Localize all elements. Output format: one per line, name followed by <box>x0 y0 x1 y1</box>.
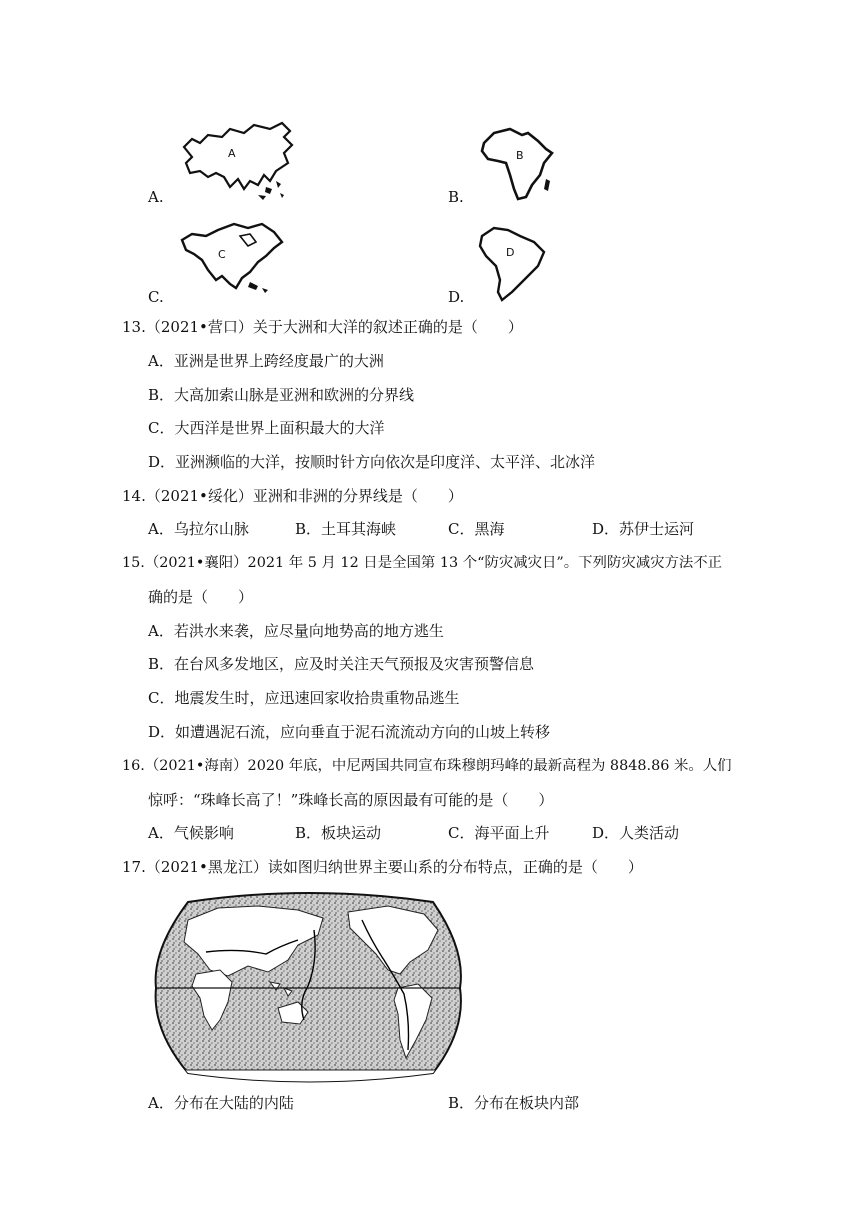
q16-option-a[interactable]: A．气候影响 <box>148 824 234 842</box>
q12-option-a[interactable] <box>148 115 298 210</box>
asia-map-icon <box>178 115 298 205</box>
north-america-map-label: C <box>218 248 226 261</box>
q15-stem-line2: 确的是（ ） <box>148 588 254 606</box>
q17-option-b[interactable]: B．分布在板块内部 <box>448 1094 580 1112</box>
q13-option-a[interactable]: A．亚洲是世界上跨经度最广的大洲 <box>148 352 384 370</box>
q17-stem: 17.（2021•黑龙江）读如图归纳世界主要山系的分布特点，正确的是（ ） <box>122 858 643 876</box>
north-america-map-icon <box>178 218 293 303</box>
q14-option-a[interactable]: A．乌拉尔山脉 <box>148 520 249 538</box>
q16-stem-line1: 16.（2021•海南）2020 年底，中尼两国共同宣布珠穆朗玛峰的最新高程为 8848.86 米。人们 <box>122 758 732 774</box>
q16-option-d[interactable]: D．人类活动 <box>592 824 680 842</box>
q15-option-a[interactable]: A．若洪水来袭，应尽量向地势高的地方逃生 <box>148 622 444 640</box>
q13-option-b[interactable]: B．大高加索山脉是亚洲和欧洲的分界线 <box>148 386 415 404</box>
africa-map-icon <box>476 123 566 205</box>
q15-option-c[interactable]: C．地震发生时，应迅速回家收拾贵重物品逃生 <box>148 689 460 707</box>
q13-option-d[interactable]: D．亚洲濒临的大洋，按顺时针方向依次是印度洋、太平洋、北冰洋 <box>148 453 596 471</box>
q12-option-d-letter: D. <box>448 288 465 306</box>
q16-option-b[interactable]: B．板块运动 <box>295 824 382 842</box>
q12-option-c-letter: C. <box>148 288 164 306</box>
q14-option-c[interactable]: C．黑海 <box>448 520 505 538</box>
q14-option-d[interactable]: D．苏伊士运河 <box>592 520 695 538</box>
asia-map-label: A <box>228 147 236 160</box>
africa-map-label: B <box>516 149 524 162</box>
world-map-icon <box>148 890 468 1085</box>
q17-option-a[interactable]: A．分布在大陆的内陆 <box>148 1094 294 1112</box>
south-america-map-label: D <box>506 246 515 259</box>
q15-stem-line1: 15.（2021•襄阳）2021 年 5 月 12 日是全国第 13 个“防灾减灾日”。下列防灾减灾方法不正 <box>122 555 723 571</box>
q12-option-b-letter: B. <box>448 188 464 206</box>
q15-option-b[interactable]: B．在台风多发地区，应及时关注天气预报及灾害预警信息 <box>148 655 535 673</box>
south-america-map-icon <box>472 222 552 304</box>
q12-option-b[interactable] <box>448 115 578 210</box>
q12-option-a-letter: A. <box>148 188 164 206</box>
q12-option-d[interactable] <box>448 218 568 308</box>
q15-option-d[interactable]: D．如遭遇泥石流，应向垂直于泥石流流动方向的山坡上转移 <box>148 723 551 741</box>
q16-stem-line2: 惊呼：“珠峰长高了！”珠峰长高的原因最有可能的是（ ） <box>148 791 554 809</box>
q14-stem: 14.（2021•绥化）亚洲和非洲的分界线是（ ） <box>122 487 463 505</box>
q14-option-b[interactable]: B．土耳其海峡 <box>295 520 397 538</box>
q16-option-c[interactable]: C．海平面上升 <box>448 824 550 842</box>
q13-option-c[interactable]: C．大西洋是世界上面积最大的大洋 <box>148 419 385 437</box>
q12-option-c[interactable] <box>148 218 298 308</box>
q13-stem: 13.（2021•营口）关于大洲和大洋的叙述正确的是（ ） <box>122 318 523 336</box>
